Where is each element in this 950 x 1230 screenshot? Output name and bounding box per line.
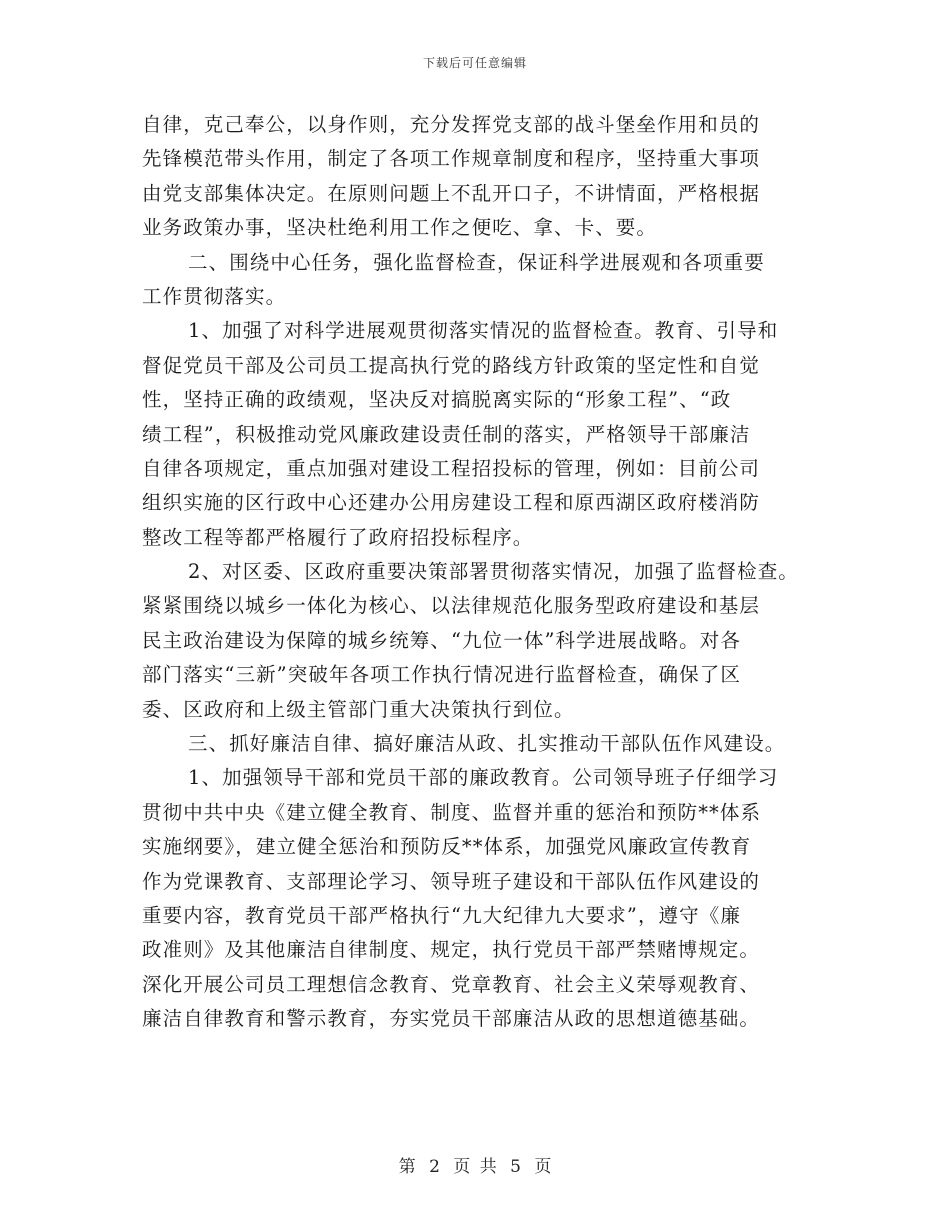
body-line: 2、对区委、区政府重要决策部署贯彻落实情况，加强了监督检查。 bbox=[188, 560, 799, 584]
body-line: 1、加强了对科学进展观贯彻落实情况的监督检查。教育、引导和 bbox=[188, 319, 779, 343]
page-footer bbox=[0, 1152, 950, 1177]
body-line: 紧紧围绕以城乡一体化为核心、以法律规范化服务型政府建设和基层 bbox=[142, 594, 761, 618]
section-heading: 三、抓好廉洁自律、搞好廉洁从政、扎实推动干部队伍作风建设。 bbox=[188, 732, 786, 756]
body-line: 性，坚持正确的政绩观，坚决反对搞脱离实际的“形象工程”、“政 bbox=[142, 388, 732, 412]
body-line: 督促党员干部及公司员工提高执行党的路线方针政策的坚定性和自觉 bbox=[142, 353, 761, 377]
body-line: 由党支部集体决定。在原则问题上不乱开口子，不讲情面，严格根据 bbox=[142, 181, 761, 205]
body-line: 廉洁自律教育和警示教育，夯实党员干部廉洁从政的思想道德基础。 bbox=[142, 1007, 761, 1031]
body-line: 组织实施的区行政中心还建办公用房建设工程和原西湖区政府楼消防 bbox=[142, 491, 761, 515]
body-line: 部门落实“三新”突破年各项工作执行情况进行监督检查，确保了区 bbox=[142, 663, 741, 687]
body-line: 先锋模范带头作用，制定了各项工作规章制度和程序，坚持重大事项 bbox=[142, 147, 761, 171]
total-page-count: 5 bbox=[510, 1157, 521, 1177]
body-line: 深化开展公司员工理想信念教育、党章教育、社会主义荣辱观教育、 bbox=[142, 972, 761, 996]
body-line: 实施纲要》，建立健全惩治和预防反**体系，加强党风廉政宣传教育 bbox=[142, 835, 752, 859]
document-body bbox=[142, 108, 832, 1037]
body-line: 委、区政府和上级主管部门重大决策执行到位。 bbox=[142, 697, 575, 721]
page-header: 下载后可任意编辑 bbox=[422, 56, 527, 70]
body-line: 重要内容，教育党员干部严格执行“九大纪律九大要求”，遵守《廉 bbox=[142, 903, 741, 927]
footer-prefix: 第 bbox=[398, 1157, 416, 1177]
body-line: 业务政策办事，坚决杜绝利用工作之便吃、拿、卡、要。 bbox=[142, 216, 658, 240]
body-line: 贯彻中共中央《建立健全教育、制度、监督并重的惩治和预防**体系 bbox=[142, 800, 762, 824]
footer-suffix: 页 bbox=[534, 1157, 552, 1177]
body-line: 自律各项规定，重点加强对建设工程招投标的管理，例如：目前公司 bbox=[142, 456, 761, 480]
body-line: 自律，克己奉公，以身作则，充分发挥党支部的战斗堡垒作用和员的 bbox=[142, 113, 761, 136]
current-page-number: 2 bbox=[429, 1157, 440, 1177]
body-line: 绩工程”，积极推动党风廉政建设责任制的落实，严格领导干部廉洁 bbox=[142, 422, 751, 446]
body-line: 1、加强领导干部和党员干部的廉政教育。公司领导班子仔细学习 bbox=[188, 766, 779, 790]
body-line: 工作贯彻落实。 bbox=[142, 284, 287, 308]
body-line: 民主政治建设为保障的城乡统筹、“九位一体”科学进展战略。对各 bbox=[142, 628, 741, 652]
body-line: 政准则》及其他廉洁自律制度、规定，执行党员干部严禁赌博规定。 bbox=[142, 938, 761, 962]
body-line: 整改工程等都严格履行了政府招投标程序。 bbox=[142, 525, 534, 549]
footer-mid: 页 共 bbox=[453, 1157, 497, 1177]
body-line: 作为党课教育、支部理论学习、领导班子建设和干部队伍作风建设的 bbox=[142, 869, 761, 893]
section-heading: 二、围绕中心任务，强化监督检查，保证科学进展观和各项重要 bbox=[188, 250, 765, 274]
